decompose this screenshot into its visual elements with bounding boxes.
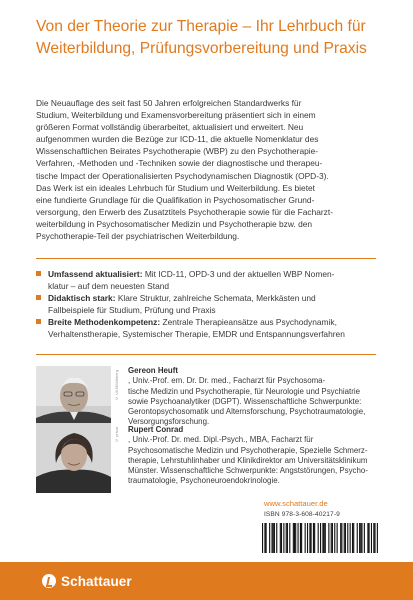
divider-bottom [36, 354, 376, 355]
divider-top [36, 258, 376, 259]
barcode-bar [359, 523, 360, 553]
description-line: Wissenschaftlichen Beirates Psychotherapie (WBP) zu den Psychotherapie- [36, 146, 319, 157]
barcode-bar [324, 523, 325, 553]
headline [36, 16, 386, 60]
barcode-bar [298, 523, 299, 553]
author-bio-line: Gerontopsychosomatik und Alternsforschung, Psychotraumatologie, [128, 407, 366, 417]
feature-label: Didaktisch stark: [48, 293, 116, 304]
barcode-bar [305, 523, 306, 553]
barcode-bar [309, 523, 310, 553]
barcode-icon [262, 523, 378, 553]
author-photo-conrad [36, 423, 111, 493]
description-line: aufgenommen wurden die Bezüge zur ICD-11, die aktuelle Nomenklatur des [36, 134, 319, 145]
author-bio-line: Versorgungsforschung. [128, 417, 210, 427]
description-line: Die Neuauflage des seit fast 50 Jahren erfolgreichen Standardwerks für [36, 98, 302, 108]
publisher-bar [0, 562, 413, 600]
barcode-bar [295, 523, 296, 553]
barcode-bar [287, 523, 288, 553]
barcode-bar [334, 523, 335, 553]
description-line: tische Impact der Operationalisierten Psychodynamischen Diagnostik (OPD-3). [36, 170, 329, 181]
barcode-bar [332, 523, 333, 553]
author-bio-line: tische Medizin und Psychotherapie, für Neurologie und Psychiatrie [128, 386, 361, 396]
description-line: Psychotherapie-Teil der psychiatrischen Weiterbildung. [36, 231, 240, 242]
barcode-bar [367, 523, 368, 553]
bullet-square-icon [36, 295, 41, 300]
feature-item [36, 316, 388, 340]
barcode-bar [344, 523, 345, 553]
barcode-bar [286, 523, 287, 553]
author-name: Rupert Conrad [128, 425, 184, 434]
publisher-url[interactable]: www.schattauer.de [264, 499, 328, 508]
barcode-bar [273, 523, 274, 553]
bullet-square-icon [36, 319, 41, 324]
barcode-bar [350, 523, 351, 553]
barcode-bar [311, 523, 312, 553]
barcode-bar [369, 523, 370, 553]
barcode-bar [352, 523, 353, 553]
barcode-bar [314, 523, 315, 553]
barcode-bar [337, 523, 338, 553]
description-line: versorgung, den Erwerb des Zusatztitels Psychotherapie sowie für die Facharzt- [36, 206, 333, 217]
barcode-bar [281, 523, 282, 553]
author-bio-line: Münster. Wissenschaftliche Schwerpunkte: Angststörungen, Psycho- [128, 466, 368, 476]
barcode-bar [318, 523, 319, 553]
feature-text: Fallbeispiele für Studium, Prüfung und Praxis [48, 305, 216, 316]
barcode-bar [262, 523, 263, 553]
feature-text: klatur – auf dem neuesten Stand [48, 281, 170, 292]
barcode-bar [331, 523, 332, 553]
feature-text: Zentrale Therapieansätze aus Psychodynamik, [160, 317, 337, 328]
barcode-bar [322, 523, 323, 553]
description-line: weiterbildung in Psychosomatischer Medizin und Psychotherapie bzw. den [36, 218, 313, 229]
feature-item [36, 292, 388, 316]
barcode-bar [377, 523, 378, 553]
isbn-text: ISBN 978-3-608-40217-9 [264, 511, 340, 518]
barcode-bar [357, 523, 358, 553]
author-bio: Gereon Heuft , Univ.-Prof. em. Dr. Dr. med., Facharzt für Psychosoma- tische Medizin und Psychotherapie, für Neurologie und Psychiatrie sowie Psychoanalytiker (DGPT). Wissenschaftliche Schwerpunkte: Gerontopsychosomatik und Alternsforschung, Psychotraumatologie, Versorgungsforschung. [128, 366, 390, 428]
description [36, 97, 388, 242]
barcode-bar [360, 523, 361, 553]
description-line: eine fundierte Grundlage für die Qualifikation in Psychosomatischer Grund- [36, 194, 315, 205]
barcode-bar [264, 523, 265, 553]
barcode-bar [374, 523, 375, 553]
barcode-bar [361, 523, 362, 553]
barcode-bar [301, 523, 302, 553]
barcode-bar [373, 523, 374, 553]
portrait-photo-icon [36, 423, 111, 493]
author-conrad [36, 423, 388, 503]
publisher-name: Schattauer [61, 573, 132, 589]
schattauer-logo-icon [42, 574, 56, 588]
barcode-bar [371, 523, 372, 553]
barcode-bar [347, 523, 348, 553]
barcode-bar [320, 523, 321, 553]
barcode-bar [269, 523, 270, 553]
feature-text: Klare Struktur, zahlreiche Schemata, Merkkästen und [115, 293, 316, 304]
barcode-bar [283, 523, 284, 553]
barcode-bar [353, 523, 354, 553]
barcode-bar [289, 523, 290, 553]
author-name: Gereon Heuft [128, 366, 178, 375]
author-bio-line: traumatologie, Psychoneuroendokrinologie. [128, 476, 280, 486]
headline-line-2: Weiterbildung, Prüfungsvorbereitung und Praxis [36, 40, 367, 57]
barcode-bar [328, 523, 329, 553]
description-line: Studium, Weiterbildung und Examensvorbereitung präsentiert sich in einem [36, 110, 316, 121]
description-line: Das Werk ist ein ideales Lehrbuch für Studium und Weiterbildung. Es bietet [36, 182, 316, 193]
barcode-bar [345, 523, 346, 553]
barcode-bar [293, 523, 294, 553]
barcode-bar [313, 523, 314, 553]
author-bio-line: sowie Psychoanalytiker (DGPT). Wissenschaftliche Schwerpunkte: [128, 396, 362, 406]
barcode-bar [325, 523, 326, 553]
barcode-bar [340, 523, 341, 553]
publisher-logo [42, 572, 132, 590]
feature-list [36, 268, 388, 341]
author-bio-line: Psychosomatische Medizin und Psychotherapie, Spezielle Schmerz- [128, 445, 368, 455]
barcode-bar [266, 523, 267, 553]
feature-text: Mit ICD-11, OPD-3 und der aktuellen WBP Nomen- [142, 269, 335, 279]
barcode-bar [294, 523, 295, 553]
barcode-bar [271, 523, 272, 553]
photo-credit: © privat [114, 427, 119, 443]
barcode-bar [274, 523, 275, 553]
author-bio-line: therapie, Lehrstuhlinhaber und Klinikdirektor am Universitätsklinikum [128, 455, 368, 465]
barcode-bar [341, 523, 342, 553]
feature-item [36, 268, 388, 292]
barcode-bar [276, 523, 277, 553]
description-line: größeren Format vollständig überarbeitet, aktualisiert und erweitert. Neu [36, 122, 304, 133]
photo-credit: © UKM/Wibberg [114, 370, 119, 402]
barcode-bar [280, 523, 281, 553]
description-line: Verfahren, -Methoden und -Techniken sowie der diagnostische und therapeu- [36, 158, 323, 169]
barcode-bar [364, 523, 365, 553]
barcode-bar [300, 523, 301, 553]
feature-label: Umfassend aktualisiert: [48, 269, 143, 279]
headline-line-1: Von der Theorie zur Therapie – Ihr Lehrbuch für [36, 18, 366, 35]
author-bio: Rupert Conrad , Univ.-Prof. Dr. med. Dipl.-Psych., MBA, Facharzt für Psychosomatische Medizin und Psychotherapie, Spezielle Schmerz- therapie, Lehrstuhlinhaber und Klinikdirektor am Universitätsklinikum Münster. Wissenschaftliche Schwerpunkte: Angststörungen, Psycho- traumatologie, Psychoneuroendokrinologie. [128, 425, 390, 487]
feature-text: Verhaltenstherapie, Systemischer Therapie, EMDR und Entspannungsverfahren [48, 329, 345, 340]
feature-label: Breite Methodenkompetenz: [48, 317, 161, 328]
barcode-bar [307, 523, 308, 553]
bullet-square-icon [36, 271, 41, 276]
